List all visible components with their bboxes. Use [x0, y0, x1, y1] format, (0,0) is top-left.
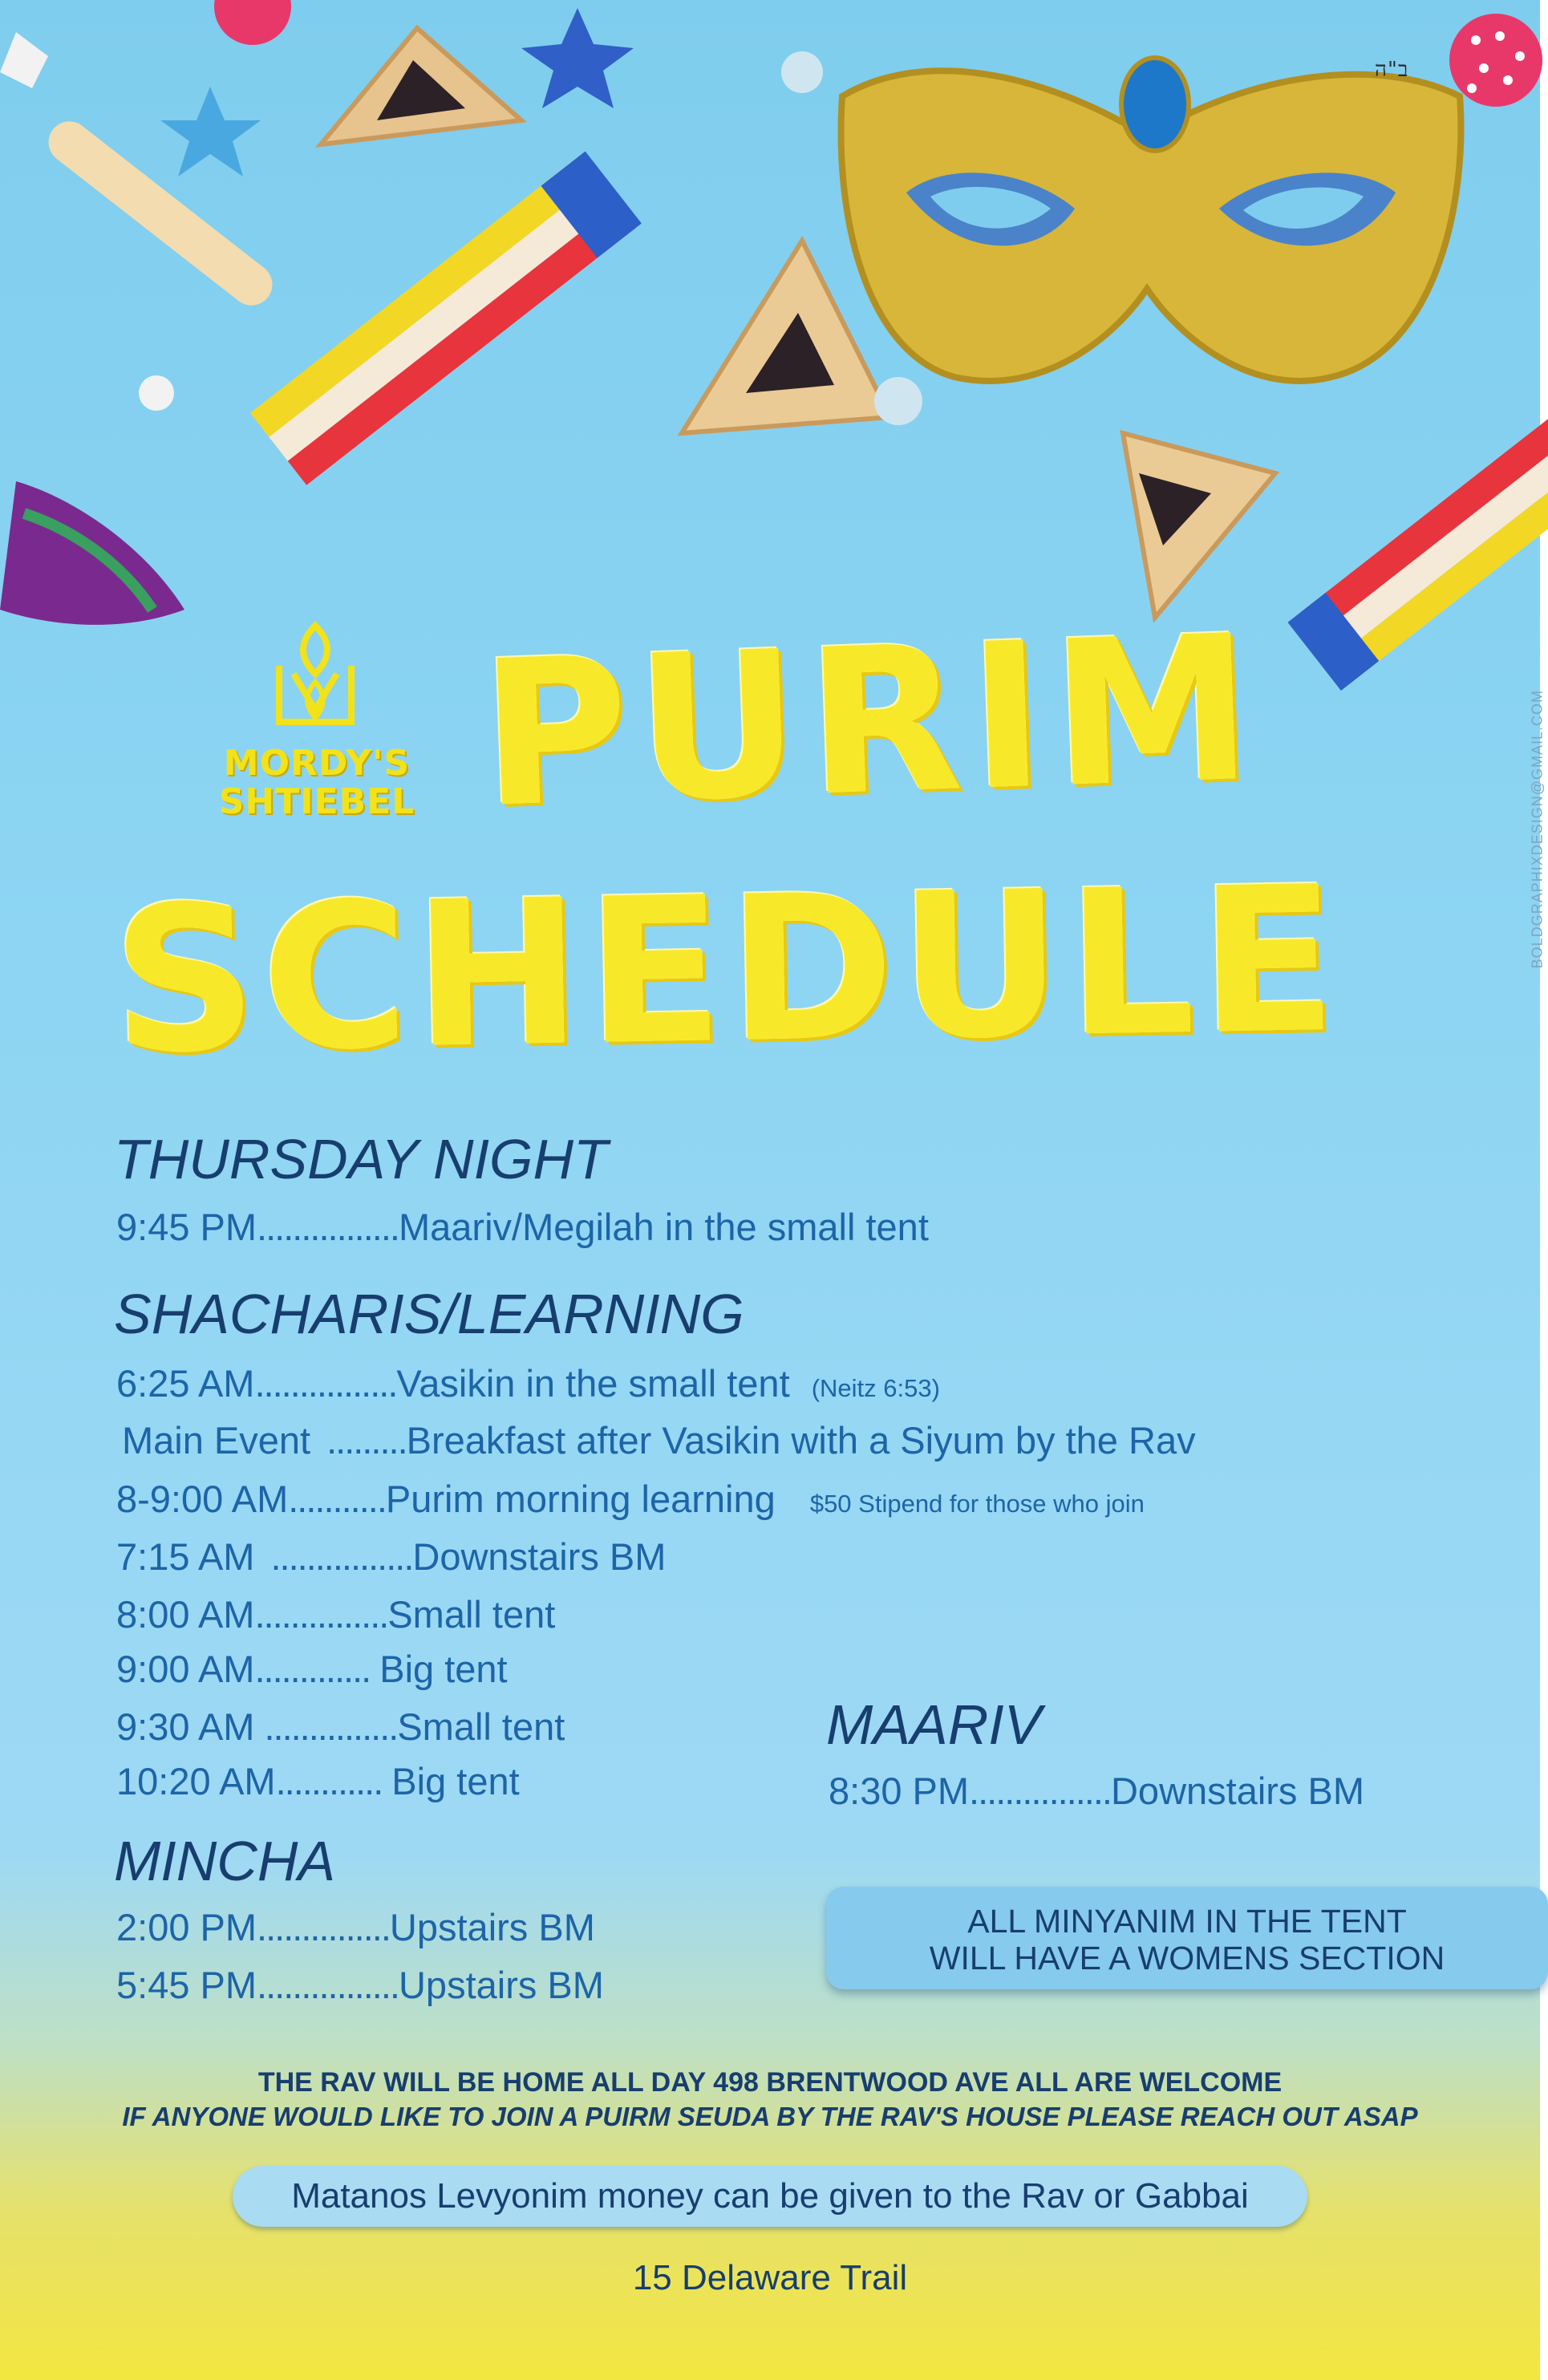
logo-line-1: MORDY'S: [223, 743, 411, 784]
row-desc: Small tent: [387, 1593, 556, 1636]
row-time: 8:00 AM: [116, 1593, 255, 1636]
heading-thursday-night: THURSDAY NIGHT: [114, 1128, 608, 1190]
womens-section-notice: [826, 1887, 1548, 1989]
row-time: 7:15 AM: [116, 1535, 255, 1578]
row-desc: Breakfast after Vasikin with a Siyum by the Rav: [406, 1419, 1196, 1462]
row-dots: ................: [254, 1362, 397, 1405]
row-desc: Big tent: [379, 1648, 508, 1690]
title-purim: PURIM: [477, 591, 1264, 852]
row-dots: ................: [969, 1770, 1111, 1812]
schedule-row-900: [116, 1647, 508, 1691]
logo-name: [201, 744, 433, 821]
row-desc: Small tent: [397, 1705, 565, 1748]
row-time: 8:30 PM: [829, 1770, 970, 1812]
row-time: 9:00 AM: [116, 1648, 255, 1690]
row-dots: ...............: [254, 1593, 388, 1636]
schedule-row-1020: [116, 1759, 520, 1803]
row-time: 8-9:00 AM: [116, 1478, 289, 1520]
row-time: Main Event: [122, 1419, 311, 1462]
row-dots: .........: [326, 1419, 407, 1462]
schedule-row-mincha-200: [116, 1905, 595, 1949]
seuda-notice: IF ANYONE WOULD LIKE TO JOIN A PUIRM SEUDA BY THE RAV'S HOUSE PLEASE REACH OUT ASAP: [122, 2102, 1418, 2131]
row-note-neitz: (Neitz 6:53): [811, 1374, 940, 1402]
heading-shacharis: SHACHARIS/LEARNING: [114, 1283, 744, 1345]
purim-decor-illustration: [0, 0, 1540, 658]
row-time: 9:45 PM: [116, 1206, 257, 1248]
row-dots: ................: [257, 1206, 399, 1248]
row-dots: ................: [257, 1964, 399, 2006]
row-desc: Upstairs BM: [389, 1906, 595, 1948]
row-dots: ...............: [264, 1705, 398, 1748]
schedule-row-715: [116, 1535, 666, 1579]
row-dots: ...........: [288, 1478, 386, 1520]
schedule-row-learning: [116, 1477, 1145, 1521]
schedule-row-maariv: [829, 1769, 1364, 1813]
row-desc: Vasikin in the small tent: [396, 1362, 790, 1405]
row-desc: Big tent: [391, 1760, 520, 1802]
row-desc: Upstairs BM: [398, 1964, 604, 2006]
heading-maariv: MAARIV: [826, 1693, 1042, 1756]
row-desc: Maariv/Megilah in the small tent: [398, 1206, 929, 1248]
matanos-notice: Matanos Levyonim money can be given to the Rav or Gabbai: [233, 2166, 1307, 2227]
logo-line-2: SHTIEBEL: [218, 781, 415, 822]
heading-mincha: MINCHA: [114, 1830, 336, 1892]
row-time: 5:45 PM: [116, 1964, 257, 2006]
schedule-row-930: [116, 1705, 565, 1749]
row-dots: ................: [270, 1535, 413, 1578]
row-dots: .............: [254, 1648, 371, 1690]
schedule-row-mincha-545: [116, 1963, 604, 2007]
notice-line-2: WILL HAVE A WOMENS SECTION: [929, 1940, 1445, 1977]
row-time: 2:00 PM: [116, 1906, 257, 1948]
bsd-mark: ב"ה: [1375, 58, 1409, 82]
schedule-row-800: [116, 1592, 555, 1636]
row-dots: ............: [275, 1760, 383, 1802]
row-time: 6:25 AM: [116, 1362, 255, 1405]
title-schedule: SCHEDULE: [110, 842, 1343, 1098]
rav-home-notice: THE RAV WILL BE HOME ALL DAY 498 BRENTWOOD AVE ALL ARE WELCOME: [257, 2067, 1283, 2098]
schedule-row-main-event: [122, 1418, 1196, 1462]
schedule-row-vasikin: [116, 1361, 940, 1405]
address: 15 Delaware Trail: [632, 2258, 908, 2297]
shtiebel-logo-icon: [255, 618, 375, 738]
designer-credit: BOLDGRAPHIXDESIGN@GMAIL.COM: [1529, 690, 1545, 969]
row-desc: Downstairs BM: [412, 1535, 667, 1578]
row-dots: ...............: [257, 1906, 390, 1948]
row-time: 9:30 AM: [116, 1705, 255, 1748]
schedule-row-thursday: [116, 1205, 929, 1249]
row-desc: Purim morning learning: [385, 1478, 776, 1520]
row-note-stipend: $50 Stipend for those who join: [809, 1490, 1145, 1518]
row-desc: Downstairs BM: [1110, 1770, 1364, 1812]
row-time: 10:20 AM: [116, 1760, 276, 1802]
notice-line-1: ALL MINYANIM IN THE TENT: [967, 1903, 1407, 1940]
